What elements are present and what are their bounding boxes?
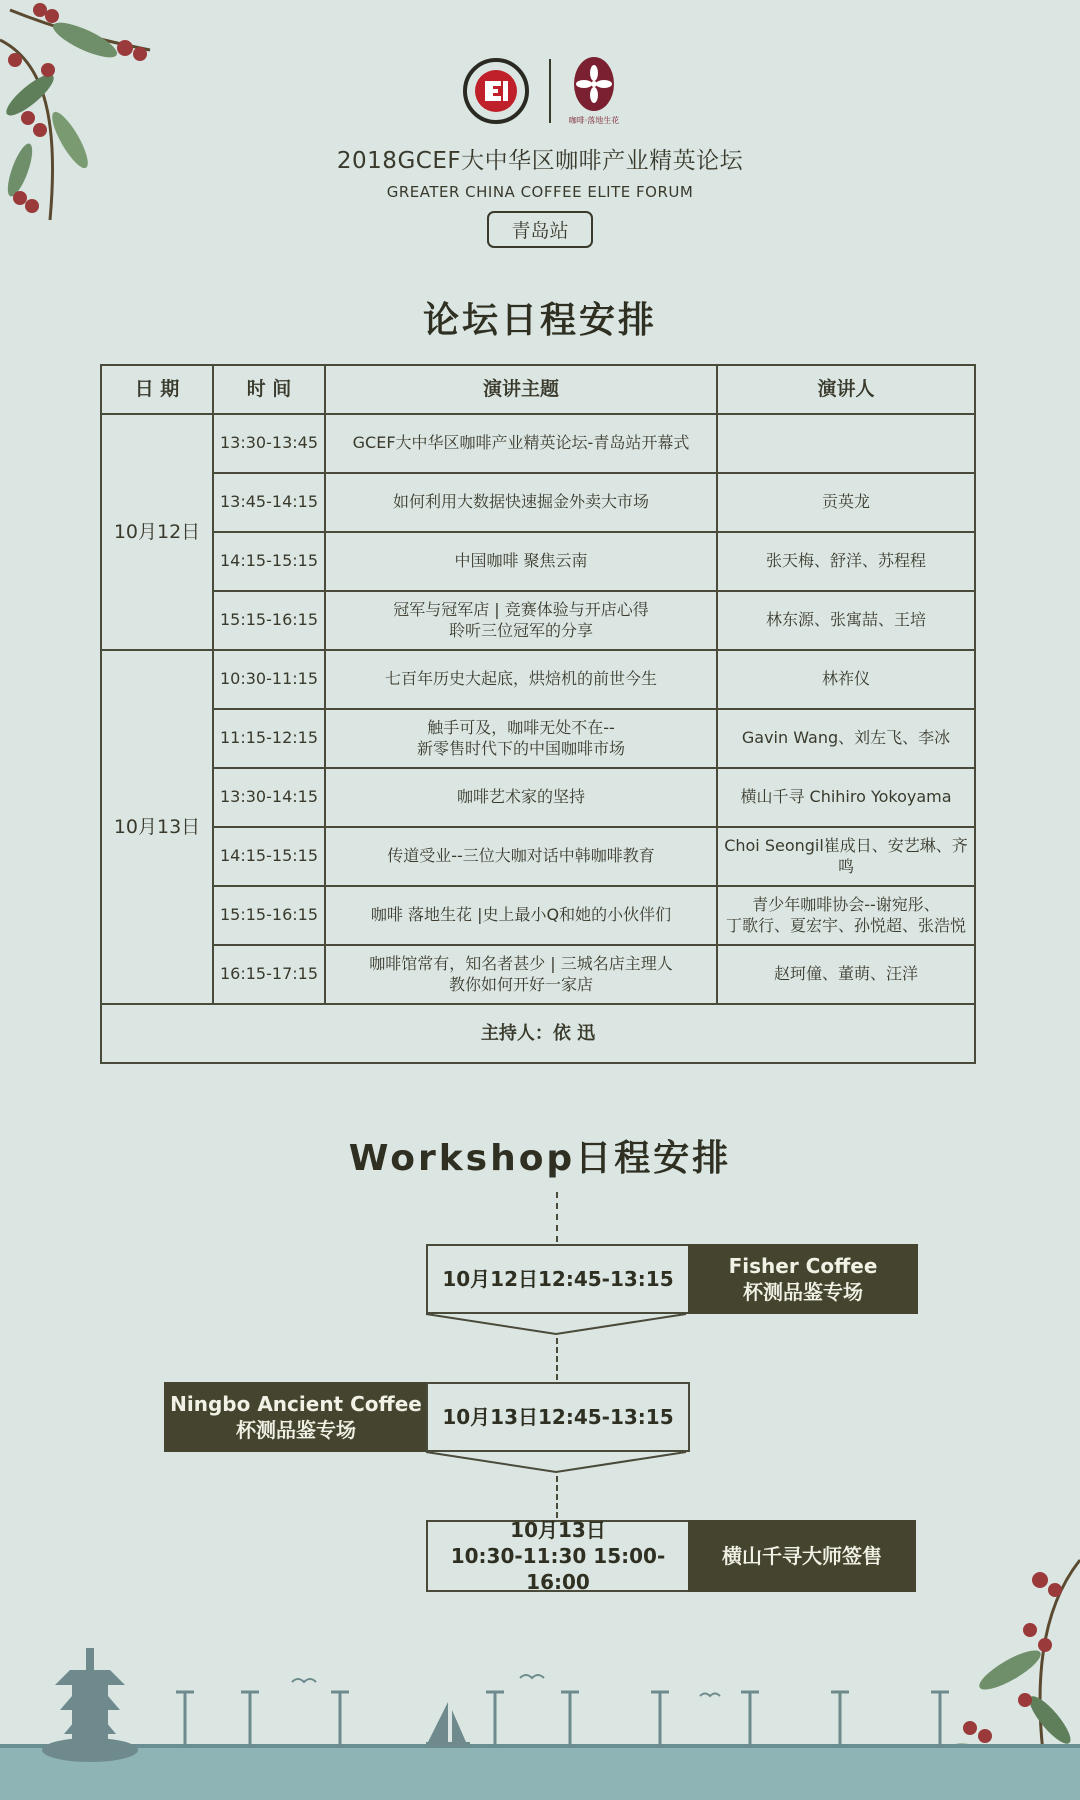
topic-line: 咖啡艺术家的坚持 [456,787,585,807]
column-header-date: 日 期 [101,365,213,414]
topic-line: 七百年历史大起底，烘焙机的前世今生 [384,669,657,689]
topic-line: 咖啡馆常有，知名者甚少 | 三城名店主理人 [369,953,673,973]
forum-subtitle: GREATER CHINA COFFEE ELITE FORUM [386,183,694,201]
speaker-line: Choi Seongil崔成日、安艺琳、齐鸣 [724,835,968,876]
topic-line: 冠军与冠军店 | 竞赛体验与开店心得 [393,599,649,619]
topic-cell [325,945,717,1004]
speaker-cell [717,532,975,591]
timeline-connector [556,1476,558,1518]
workshop-time-box-3 [426,1520,690,1592]
table-row [101,768,975,827]
forum-schedule-table [100,364,976,1064]
time-cell: 11:15-12:15 [213,709,325,768]
topic-line: 新零售时代下的中国咖啡市场 [416,738,625,758]
topic-line: 聆听三位冠军的分享 [448,620,593,640]
table-header-row [101,365,975,414]
topic-cell [325,886,717,945]
seaside-scenery [0,1630,1080,1800]
gcef-logo [461,56,531,126]
topic-line: 传道受业--三位大咖对话中韩咖啡教育 [387,846,655,866]
date-cell: 10月12日 [101,414,213,650]
speaker-line: 张天梅、舒洋、苏程程 [765,551,926,571]
box-pointer-1 [420,1312,692,1336]
topic-cell [325,473,717,532]
speaker-line: Gavin Wang、刘左飞、李冰 [741,728,951,748]
table-row [101,414,975,473]
workshop-time-box-2 [426,1382,690,1452]
speaker-cell [717,473,975,532]
time-cell: 14:15-15:15 [213,532,325,591]
time-cell: 16:15-17:15 [213,945,325,1004]
forum-title: 2018GCEF大中华区咖啡产业精英论坛 [336,148,744,174]
speaker-line: 林祚仪 [821,669,870,689]
table-row [101,945,975,1004]
table-row [101,532,975,591]
box-pointer-2 [420,1450,692,1474]
timeline-connector [556,1192,558,1242]
time-cell: 15:15-16:15 [213,591,325,650]
workshop-time: 10月13日 [510,1518,606,1542]
timeline-connector [556,1338,558,1380]
topic-cell [325,650,717,709]
topic-line: GCEF大中华区咖啡产业精英论坛-青岛站开幕式 [352,433,690,453]
time-cell: 14:15-15:15 [213,827,325,886]
host-cell: 主持人：依 迅 [101,1004,975,1063]
pagoda-icon [42,1648,138,1762]
street-lamps [176,1692,949,1746]
topic-cell [325,532,717,591]
topic-line: 咖啡 落地生花 |史上最小Q和她的小伙伴们 [370,905,672,925]
topic-cell [325,591,717,650]
partner-logo [569,55,620,126]
table-row [101,886,975,945]
workshop-event-box-2 [164,1382,428,1452]
column-header-speaker: 演讲人 [717,365,975,414]
speaker-line: 青少年咖啡协会--谢宛彤、 [752,894,940,914]
workshop-event-line: Ningbo Ancient Coffee [170,1392,422,1416]
speaker-line: 横山千寻 Chihiro Yokoyama [740,787,952,807]
table-row [101,709,975,768]
date-cell: 10月13日 [101,650,213,1004]
table-row [101,591,975,650]
time-cell: 15:15-16:15 [213,886,325,945]
speaker-cell [717,650,975,709]
speaker-line: 赵珂僮、董萌、汪洋 [773,964,918,984]
speaker-cell [717,768,975,827]
speaker-cell [717,886,975,945]
time-cell: 13:30-13:45 [213,414,325,473]
time-cell: 13:30-14:15 [213,768,325,827]
table-row [101,827,975,886]
workshop-event-line: 杯测品鉴专场 [743,1280,863,1304]
workshop-time: 10月12日12:45-13:15 [442,1267,674,1291]
table-row [101,473,975,532]
topic-cell [325,414,717,473]
workshop-event-line: Fisher Coffee [728,1254,878,1278]
coffee-bean-flower-icon [570,55,618,113]
time-cell: 13:45-14:15 [213,473,325,532]
workshop-schedule-title: Workshop日程安排 [348,1138,732,1179]
partner-logo-text: 咖啡·落地生花 [568,116,620,125]
time-cell: 10:30-11:15 [213,650,325,709]
topic-line: 触手可及，咖啡无处不在-- [427,717,615,737]
workshop-event-box-3 [688,1520,916,1592]
column-header-topic: 演讲主题 [325,365,717,414]
speaker-cell [717,709,975,768]
workshop-time-box-1 [426,1244,690,1314]
speaker-line: 林东源、张寓喆、王培 [765,610,926,630]
station-badge: 青岛站 [487,211,592,248]
workshop-event-box-1 [688,1244,918,1314]
workshop-time: 10月13日12:45-13:15 [442,1405,674,1429]
speaker-cell [717,827,975,886]
topic-cell [325,709,717,768]
workshop-event-line: 杯测品鉴专场 [236,1418,356,1442]
column-header-time: 时 间 [213,365,325,414]
workshop-event-line: 横山千寻大师签售 [722,1544,882,1568]
speaker-line: 丁歌行、夏宏宇、孙悦超、张浩悦 [725,915,966,935]
forum-schedule-title: 论坛日程安排 [422,300,657,341]
sailboat-icon [426,1702,470,1747]
topic-line: 如何利用大数据快速掘金外卖大市场 [392,492,649,512]
topic-line: 教你如何开好一家店 [448,974,593,994]
host-row [101,1004,975,1063]
topic-line: 中国咖啡 聚焦云南 [454,551,588,571]
speaker-cell [717,945,975,1004]
topic-cell [325,768,717,827]
workshop-time: 10:30-11:30 15:00-16:00 [450,1544,666,1594]
speaker-cell [717,414,975,473]
table-row [101,650,975,709]
speaker-cell [717,591,975,650]
header [0,55,1080,248]
logo-divider [549,59,551,123]
logo-row [0,55,1080,126]
speaker-line: 贡英龙 [821,492,870,512]
topic-cell [325,827,717,886]
